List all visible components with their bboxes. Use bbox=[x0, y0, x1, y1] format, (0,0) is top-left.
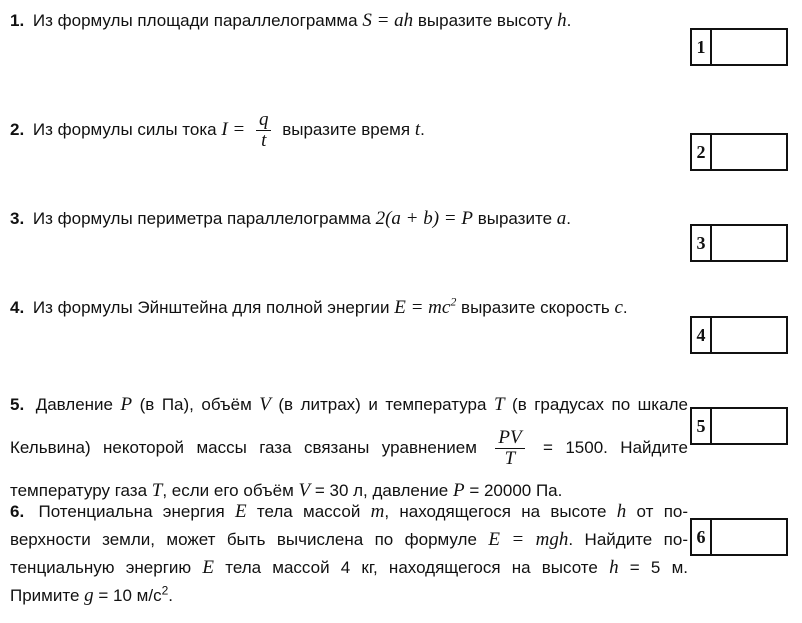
answer-box-label: 3 bbox=[692, 226, 712, 260]
answer-field[interactable] bbox=[712, 318, 786, 352]
problem-text: выразите скорость bbox=[461, 298, 610, 317]
fraction bbox=[495, 428, 524, 469]
answer-field[interactable] bbox=[712, 409, 786, 443]
variable: c bbox=[614, 297, 623, 318]
answer-field[interactable] bbox=[712, 520, 786, 554]
text-line: Кельвина) некоторой массы газа связаны уравнением $\frac{PV}{T}$ = 1500. Найдите bbox=[10, 427, 688, 470]
problem-number: 3. bbox=[10, 209, 25, 228]
period: . bbox=[622, 298, 628, 317]
formula: $E = mc^2$ bbox=[394, 294, 457, 318]
problem-text: выразите время bbox=[282, 119, 411, 139]
answer-box-label: 5 bbox=[692, 409, 712, 443]
text-line: Примите g = 10 $м/с^2$. bbox=[10, 583, 173, 606]
fraction-numerator: q bbox=[256, 110, 272, 131]
answer-box-2 bbox=[690, 133, 788, 171]
problem-3 bbox=[10, 204, 688, 234]
formula: I = bbox=[221, 118, 246, 140]
variable: a bbox=[556, 208, 567, 229]
answer-field[interactable] bbox=[712, 30, 786, 64]
answer-box-5 bbox=[690, 407, 788, 445]
problem-1 bbox=[10, 6, 688, 36]
answer-box-6 bbox=[690, 518, 788, 556]
answer-box-3 bbox=[690, 224, 788, 262]
problem-4 bbox=[10, 293, 688, 323]
formula: S = ah bbox=[362, 10, 414, 31]
problem-text: Из формулы силы тока bbox=[32, 119, 217, 139]
problem-2 bbox=[10, 110, 688, 151]
variable: t bbox=[414, 118, 421, 140]
variable: h bbox=[557, 10, 567, 31]
period: . bbox=[566, 11, 572, 30]
answer-box-label: 6 bbox=[692, 520, 712, 554]
problem-text: выразите bbox=[477, 209, 553, 228]
answer-field[interactable] bbox=[712, 135, 786, 169]
problem-number: 6. bbox=[10, 502, 25, 521]
problem-text: выразите высоту bbox=[417, 11, 553, 30]
text-line: верхности земли, может быть вычислена по формуле E = mgh. Найдите по- bbox=[10, 529, 688, 550]
formula: 2(a + b) = P bbox=[375, 208, 473, 229]
problem-text: Из формулы периметра параллелограмма bbox=[32, 209, 371, 228]
problem-text: Из формулы площади параллелограмма bbox=[32, 11, 358, 30]
fraction-denominator: t bbox=[261, 130, 267, 151]
answer-box-label: 2 bbox=[692, 135, 712, 169]
answer-box-label: 4 bbox=[692, 318, 712, 352]
period: . bbox=[420, 119, 425, 139]
problem-5 bbox=[10, 388, 688, 508]
answer-box-1 bbox=[690, 28, 788, 66]
text-line: температуру газа T, если его объём V = 30 л, давление P = 20000 Па. bbox=[10, 480, 563, 501]
problem-number: 4. bbox=[10, 298, 25, 317]
problem-number: 1. bbox=[10, 11, 25, 30]
fraction bbox=[256, 110, 272, 151]
problem-6 bbox=[10, 498, 688, 610]
problem-text: Из формулы Эйнштейна для полной энергии bbox=[32, 298, 390, 317]
fraction-numerator: PV bbox=[495, 428, 524, 449]
period: . bbox=[566, 209, 571, 228]
fraction-denominator: T bbox=[504, 448, 516, 470]
exponent: 2 bbox=[450, 294, 457, 309]
text-line: тенциальную энергию E тела массой 4 кг, находящегося на высоте h = 5 м. bbox=[10, 557, 689, 578]
answer-field[interactable] bbox=[712, 226, 786, 260]
text-line: 5. Давление P (в Па), объём V (в литрах) и температура T (в градусах по шкале bbox=[10, 394, 688, 415]
problem-number: 5. bbox=[10, 395, 25, 414]
answer-box-label: 1 bbox=[692, 30, 712, 64]
answer-box-4 bbox=[690, 316, 788, 354]
exponent: 2 bbox=[161, 583, 169, 598]
text-line: 6. Потенциальна энергия E тела массой m, находящегося на высоте h от по- bbox=[10, 501, 689, 522]
problem-number: 2. bbox=[10, 119, 25, 139]
